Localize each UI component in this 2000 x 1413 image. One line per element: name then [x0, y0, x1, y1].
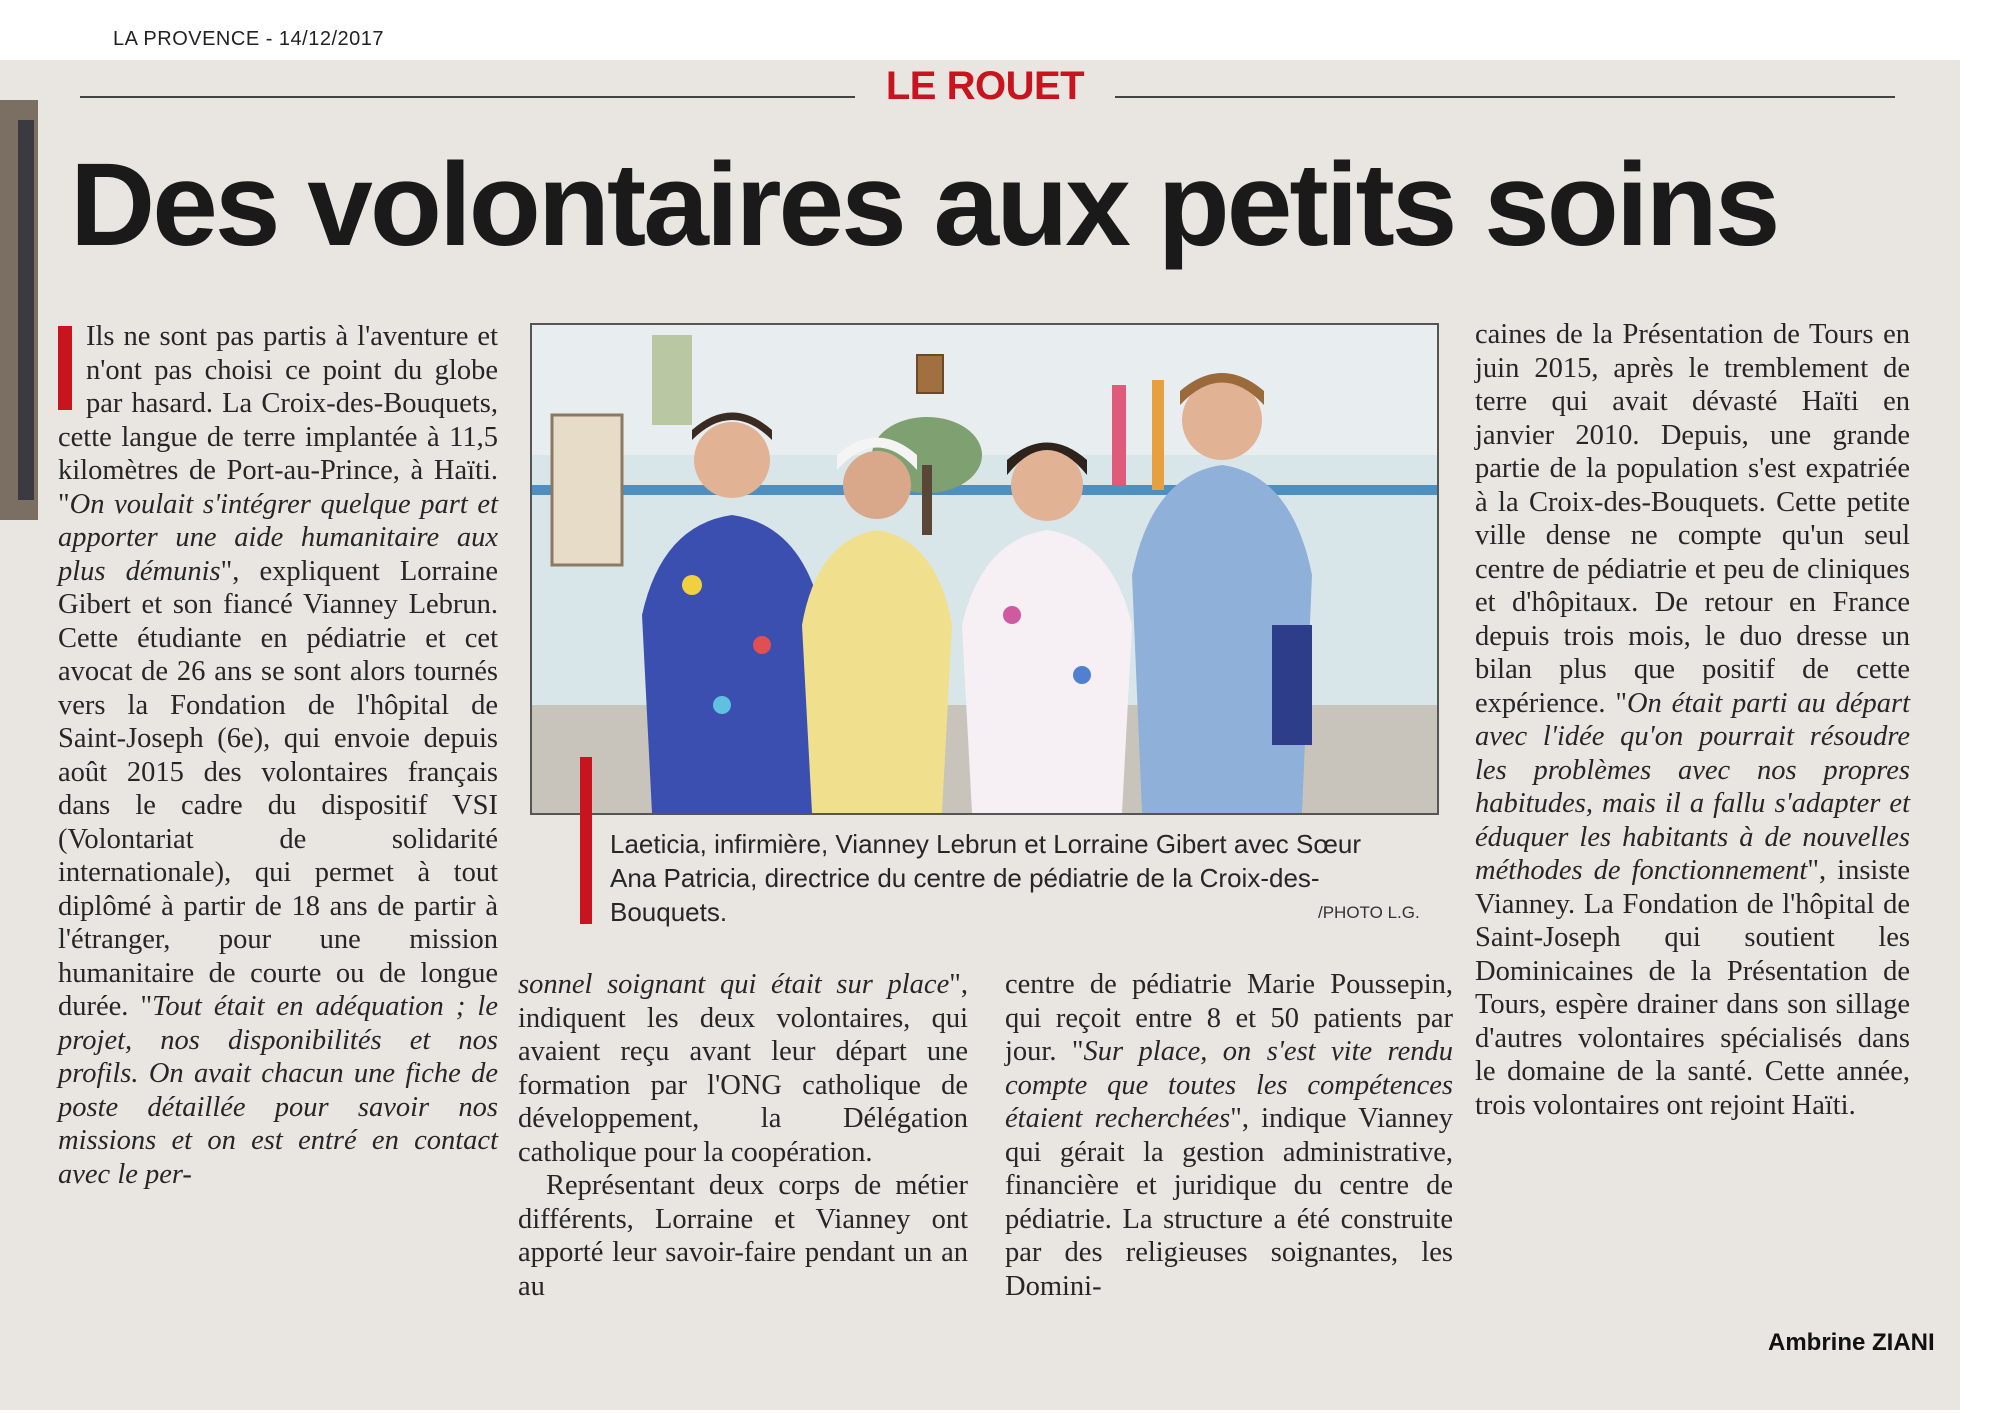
paragraph [58, 320, 498, 1191]
quote-run: sonnel soignant qui était sur place [518, 969, 950, 1000]
author-byline: Ambrine ZIANI [1768, 1329, 1935, 1356]
caption-accent-bar [580, 757, 592, 924]
text-run: ", expliquent Lorraine Gibert et son fiancé Vianney Lebrun. Cette étudiante en pédiatrie et cet avocat de 26 ans se sont alors tournés vers la Fondation de l'hôpital de Saint-Joseph (6e), qui envoie depuis août 2015 des volontaires français dans le cadre du dispositif VSI (Volontariat de solidarité internationale), qui permet à tout diplômé à partir de 18 ans de partir à l'étranger, pour une mission humanitaire de courte ou de longue durée. " [58, 555, 498, 1022]
left-edge-dark [18, 120, 34, 500]
drop-cap-bar [58, 326, 72, 410]
text-run: centre de pédiatrie Marie Poussepin, qui reçoit entre 8 et 50 patients par jour. " [1005, 969, 1453, 1067]
article-column-3 [1005, 968, 1453, 1303]
article-column-2 [518, 968, 968, 1303]
text-run: ", insiste Vianney. La Fondation de l'hôpital de Saint-Joseph qui soutient les Dominicaines de la Présentation de Tours, espère drainer dans son sillage d'autres volontaires spécialisés dans le domaine de la santé. Cette année, trois volontaires ont rejoint Haïti. [1475, 855, 1910, 1121]
paragraph [518, 968, 968, 1169]
text-run: caines de la Présentation de Tours en juin 2015, après le tremblement de terre qui avait dévasté Haïti en janvier 2010. Depuis, une grande partie de la population s'est expatriée à la Croix-des-Bouquets. Cette petite ville dense ne compte qu'un seul centre de pédiatrie et peu de cliniques et d'hôpitaux. De retour en France depuis trois mois, le duo dresse un bilan plus que positif de cette expérience. " [1475, 319, 1910, 719]
paragraph [1005, 968, 1453, 1303]
quote-run: Sur place, on s'est vite rendu compte que toutes les compétences étaient recherchées [1005, 1036, 1453, 1134]
text-run: Ils ne sont pas partis à l'aventure et n'ont pas choisi ce point du globe par hasard. La Croix-des-Bouquets, cette langue de terre implantée à 11,5 kilomètres de Port-au-Prince, à Haïti. " [58, 321, 498, 520]
text-run: ", indique Vianney qui gérait la gestion administrative, financière et juridique du centre de pédiatrie. La structure a été construite par des religieuses soignantes, les Domini- [1005, 1103, 1453, 1302]
headline: Des volontaires aux petits soins [70, 139, 1778, 271]
section-rule-right [1115, 96, 1895, 98]
quote-run: On voulait s'intégrer quelque part et apporter une aide humanitaire aux plus démunis [58, 488, 498, 587]
source-date-line: LA PROVENCE - 14/12/2017 [113, 28, 385, 50]
quote-run: Tout était en adéquation ; le projet, nos disponibilités et nos profils. On avait chacun une fiche de poste détaillée pour savoir nos missions et on est entré en contact avec le per- [58, 991, 498, 1190]
paragraph [1475, 318, 1910, 1122]
article-column-4 [1475, 318, 1910, 1122]
section-rule-left [80, 96, 855, 98]
text-run: ", indiquent les deux volontaires, qui avaient reçu avant leur départ une formation par l'ONG catholique de développement, la Délégation catholique pour la coopération. [518, 969, 968, 1168]
quote-run: On était parti au départ avec l'idée qu'on pourrait résoudre les problèmes avec nos propres habitudes, mais il a fallu s'adapter et éduquer les habitants à de nouvelles méthodes de fonctionnement [1475, 687, 1910, 886]
photo-caption: Laeticia, infirmière, Vianney Lebrun et Lorraine Gibert avec Sœur Ana Patricia, directrice du centre de pédiatrie de la Croix-des-Bouquets. [610, 829, 1362, 927]
photo-credit: /PHOTO L.G. [1318, 903, 1420, 922]
article-photo [530, 323, 1439, 815]
photo-illustration [532, 325, 1437, 813]
paragraph: Représentant deux corps de métier différents, Lorraine et Vianney ont apporté leur savoir-faire pendant un an au [518, 1170, 968, 1302]
section-title: LE ROUET [885, 64, 1085, 108]
article-column-1 [58, 320, 498, 1191]
